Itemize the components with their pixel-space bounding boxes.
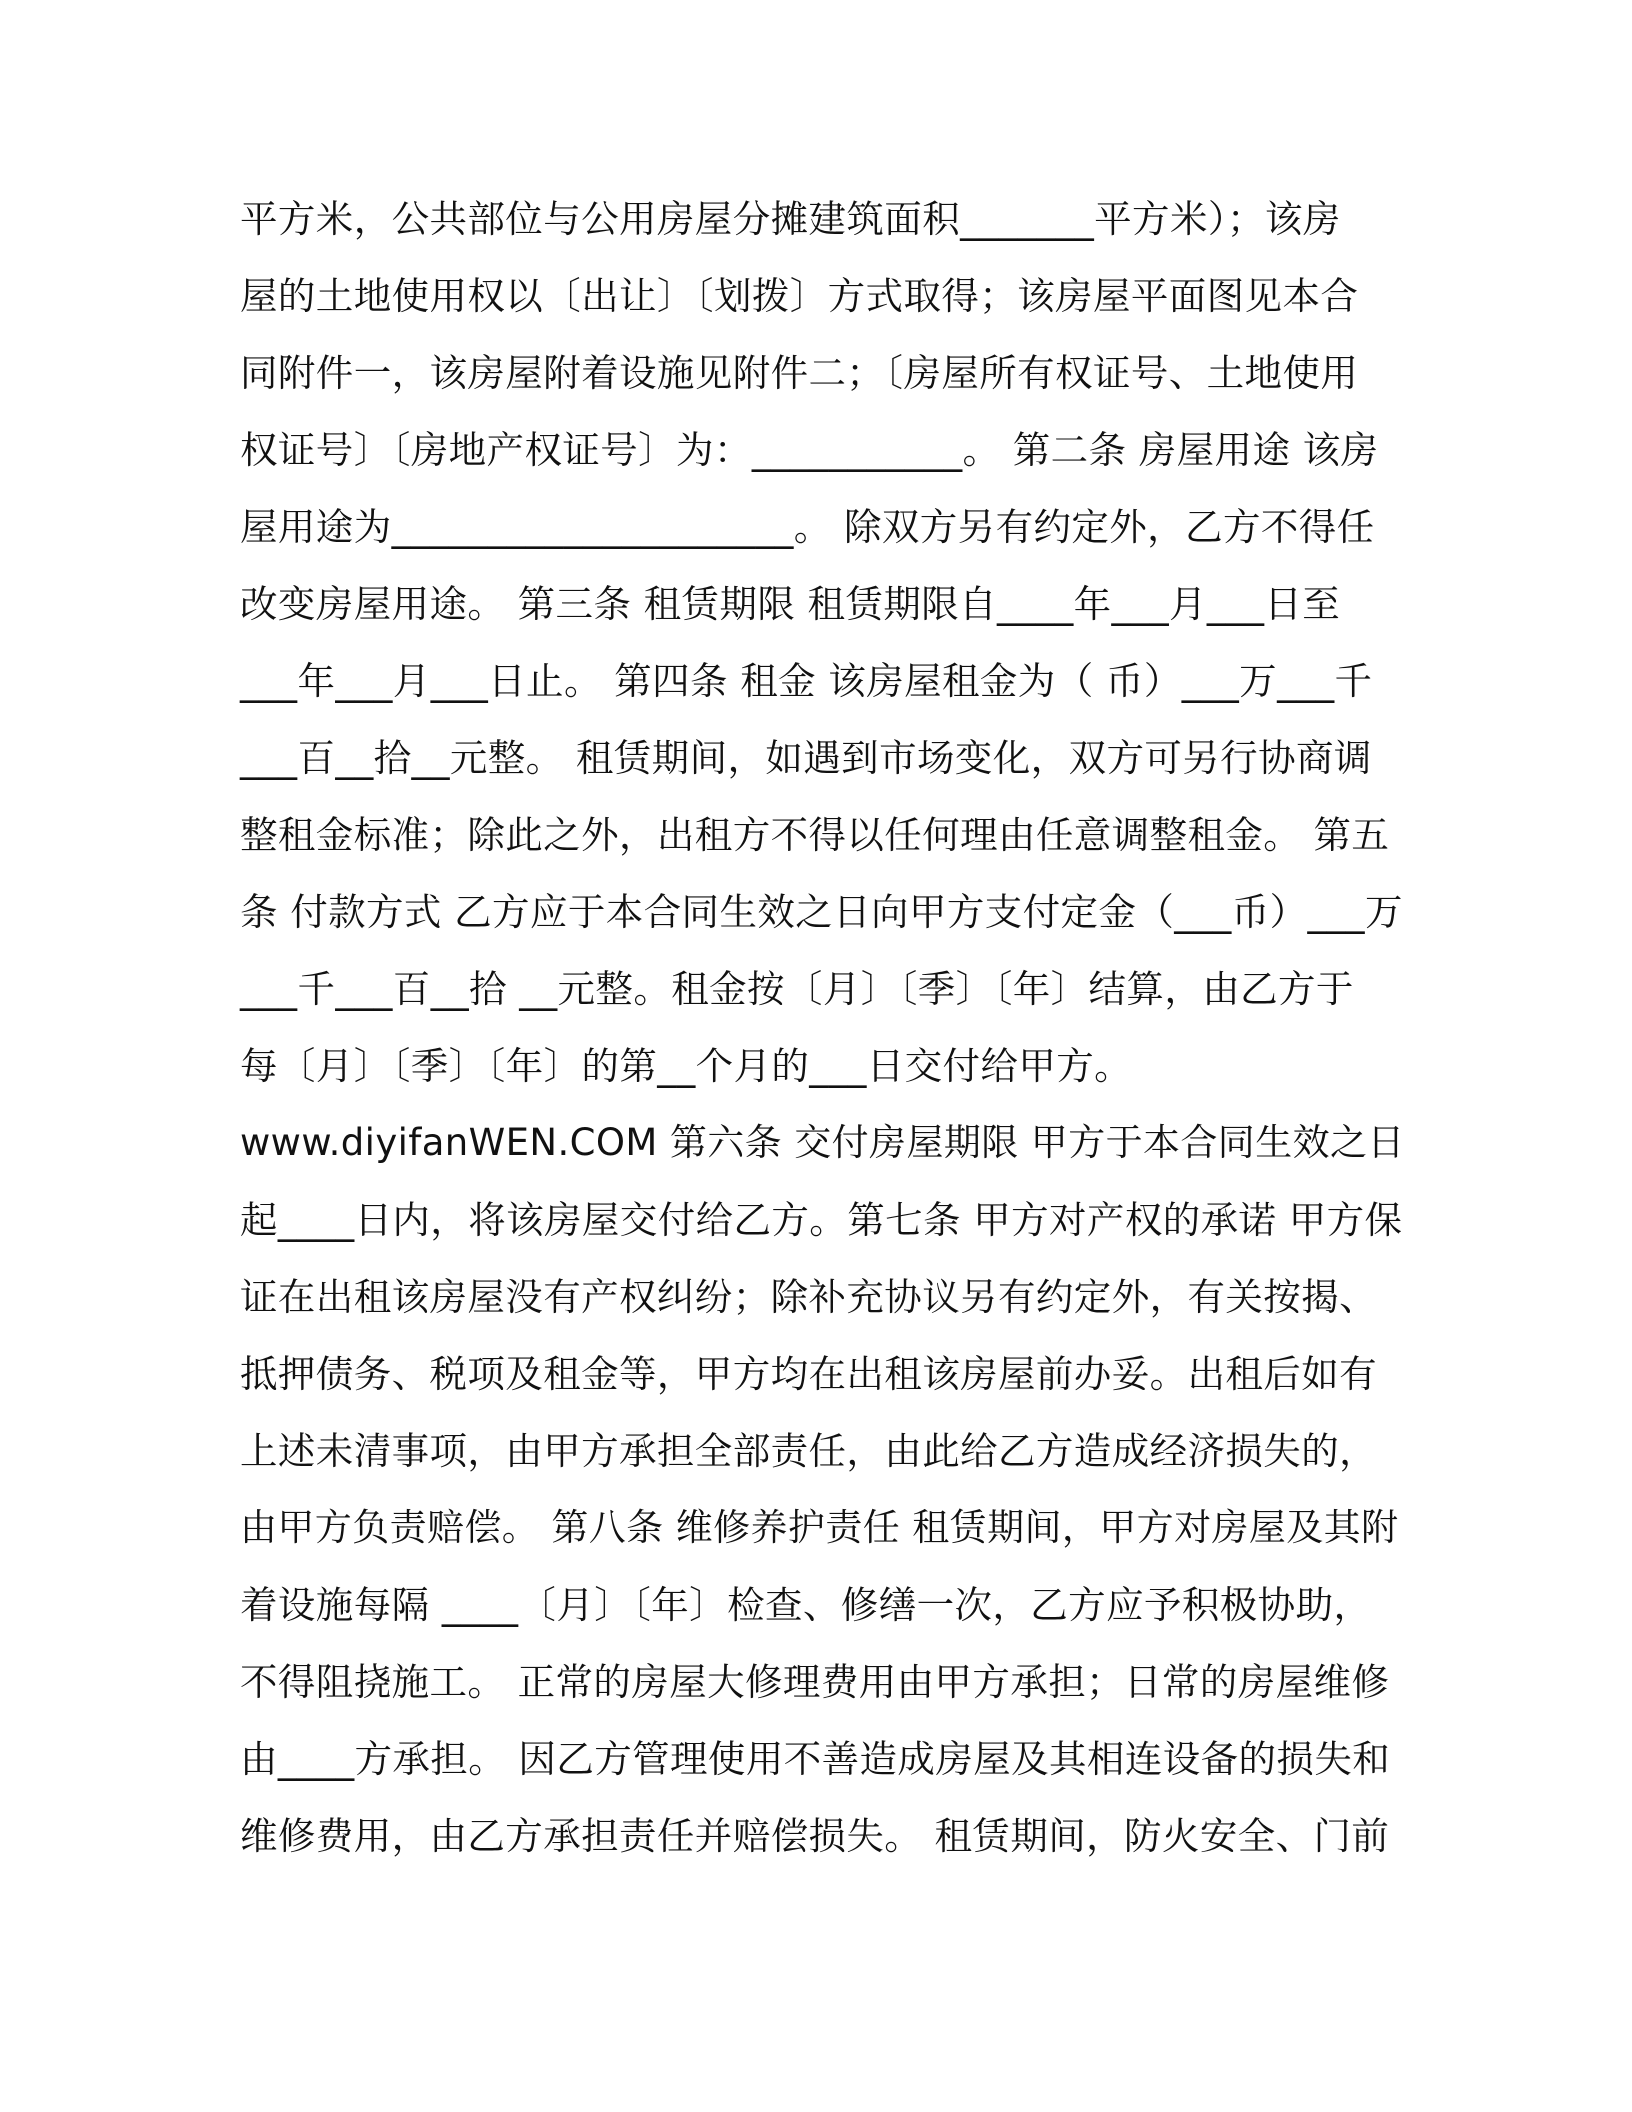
text-line: 每〔月〕〔季〕〔年〕的第__个月的___日交付给甲方。 bbox=[240, 1044, 1133, 1088]
text-line: 维修费用，由乙方承担责任并赔偿损失。 租赁期间，防火安全、门前 bbox=[240, 1814, 1390, 1858]
text-line: 同附件一，该房屋附着设施见附件二；〔房屋所有权证号、土地使用 bbox=[240, 351, 1359, 395]
text-line: ___千___百__拾 __元整。租金按〔月〕〔季〕〔年〕结算，由乙方于 bbox=[240, 967, 1354, 1011]
text-line: 上述未清事项，由甲方承担全部责任，由此给乙方造成经济损失的， bbox=[240, 1429, 1377, 1473]
text-line: 平方米，公共部位与公用房屋分摊建筑面积_______平方米）；该房 bbox=[240, 197, 1341, 241]
text-line: ___年___月___日止。 第四条 租金 该房屋租金为（ 币）___万___千 bbox=[240, 659, 1373, 703]
text-line: 抵押债务、税项及租金等，甲方均在出租该房屋前办妥。出租后如有 bbox=[240, 1352, 1377, 1396]
text-line: 条 付款方式 乙方应于本合同生效之日向甲方支付定金（___币）___万 bbox=[240, 890, 1403, 934]
text-line: 权证号〕〔房地产权证号〕为：___________。 第二条 房屋用途 该房 bbox=[240, 428, 1379, 472]
text-line: 屋的土地使用权以〔出让〕〔划拨〕方式取得；该房屋平面图见本合 bbox=[240, 274, 1359, 318]
text-line: 由甲方负责赔偿。 第八条 维修养护责任 租赁期间，甲方对房屋及其附 bbox=[240, 1506, 1399, 1549]
text-line: 起____日内，将该房屋交付给乙方。第七条 甲方对产权的承诺 甲方保 bbox=[240, 1198, 1403, 1242]
text-line: 不得阻挠施工。 正常的房屋大修理费用由甲方承担；日常的房屋维修 bbox=[240, 1660, 1390, 1704]
text-line: 着设施每隔 ____〔月〕〔年〕检查、修缮一次，乙方应予积极协助， bbox=[240, 1583, 1372, 1627]
text-line: 证在出租该房屋没有产权纠纷；除补充协议另有约定外，有关按揭、 bbox=[240, 1275, 1377, 1319]
text-line: 改变房屋用途。 第三条 租赁期限 租赁期限自____年___月___日至 bbox=[240, 582, 1341, 626]
text-line: 由____方承担。 因乙方管理使用不善造成房屋及其相连设备的损失和 bbox=[240, 1737, 1391, 1781]
text-line: www.diyifanWEN.COM 第六条 交付房屋期限 甲方于本合同生效之日 bbox=[240, 1121, 1405, 1164]
text-line: ___百__拾__元整。 租赁期间，如遇到市场变化，双方可另行协商调 bbox=[240, 736, 1372, 780]
text-line: 整租金标准；除此之外，出租方不得以任何理由任意调整租金。 第五 bbox=[240, 813, 1390, 857]
text-line: 屋用途为_____________________。 除双方另有约定外，乙方不得任 bbox=[240, 505, 1375, 549]
contract-body-text bbox=[240, 186, 1410, 1880]
